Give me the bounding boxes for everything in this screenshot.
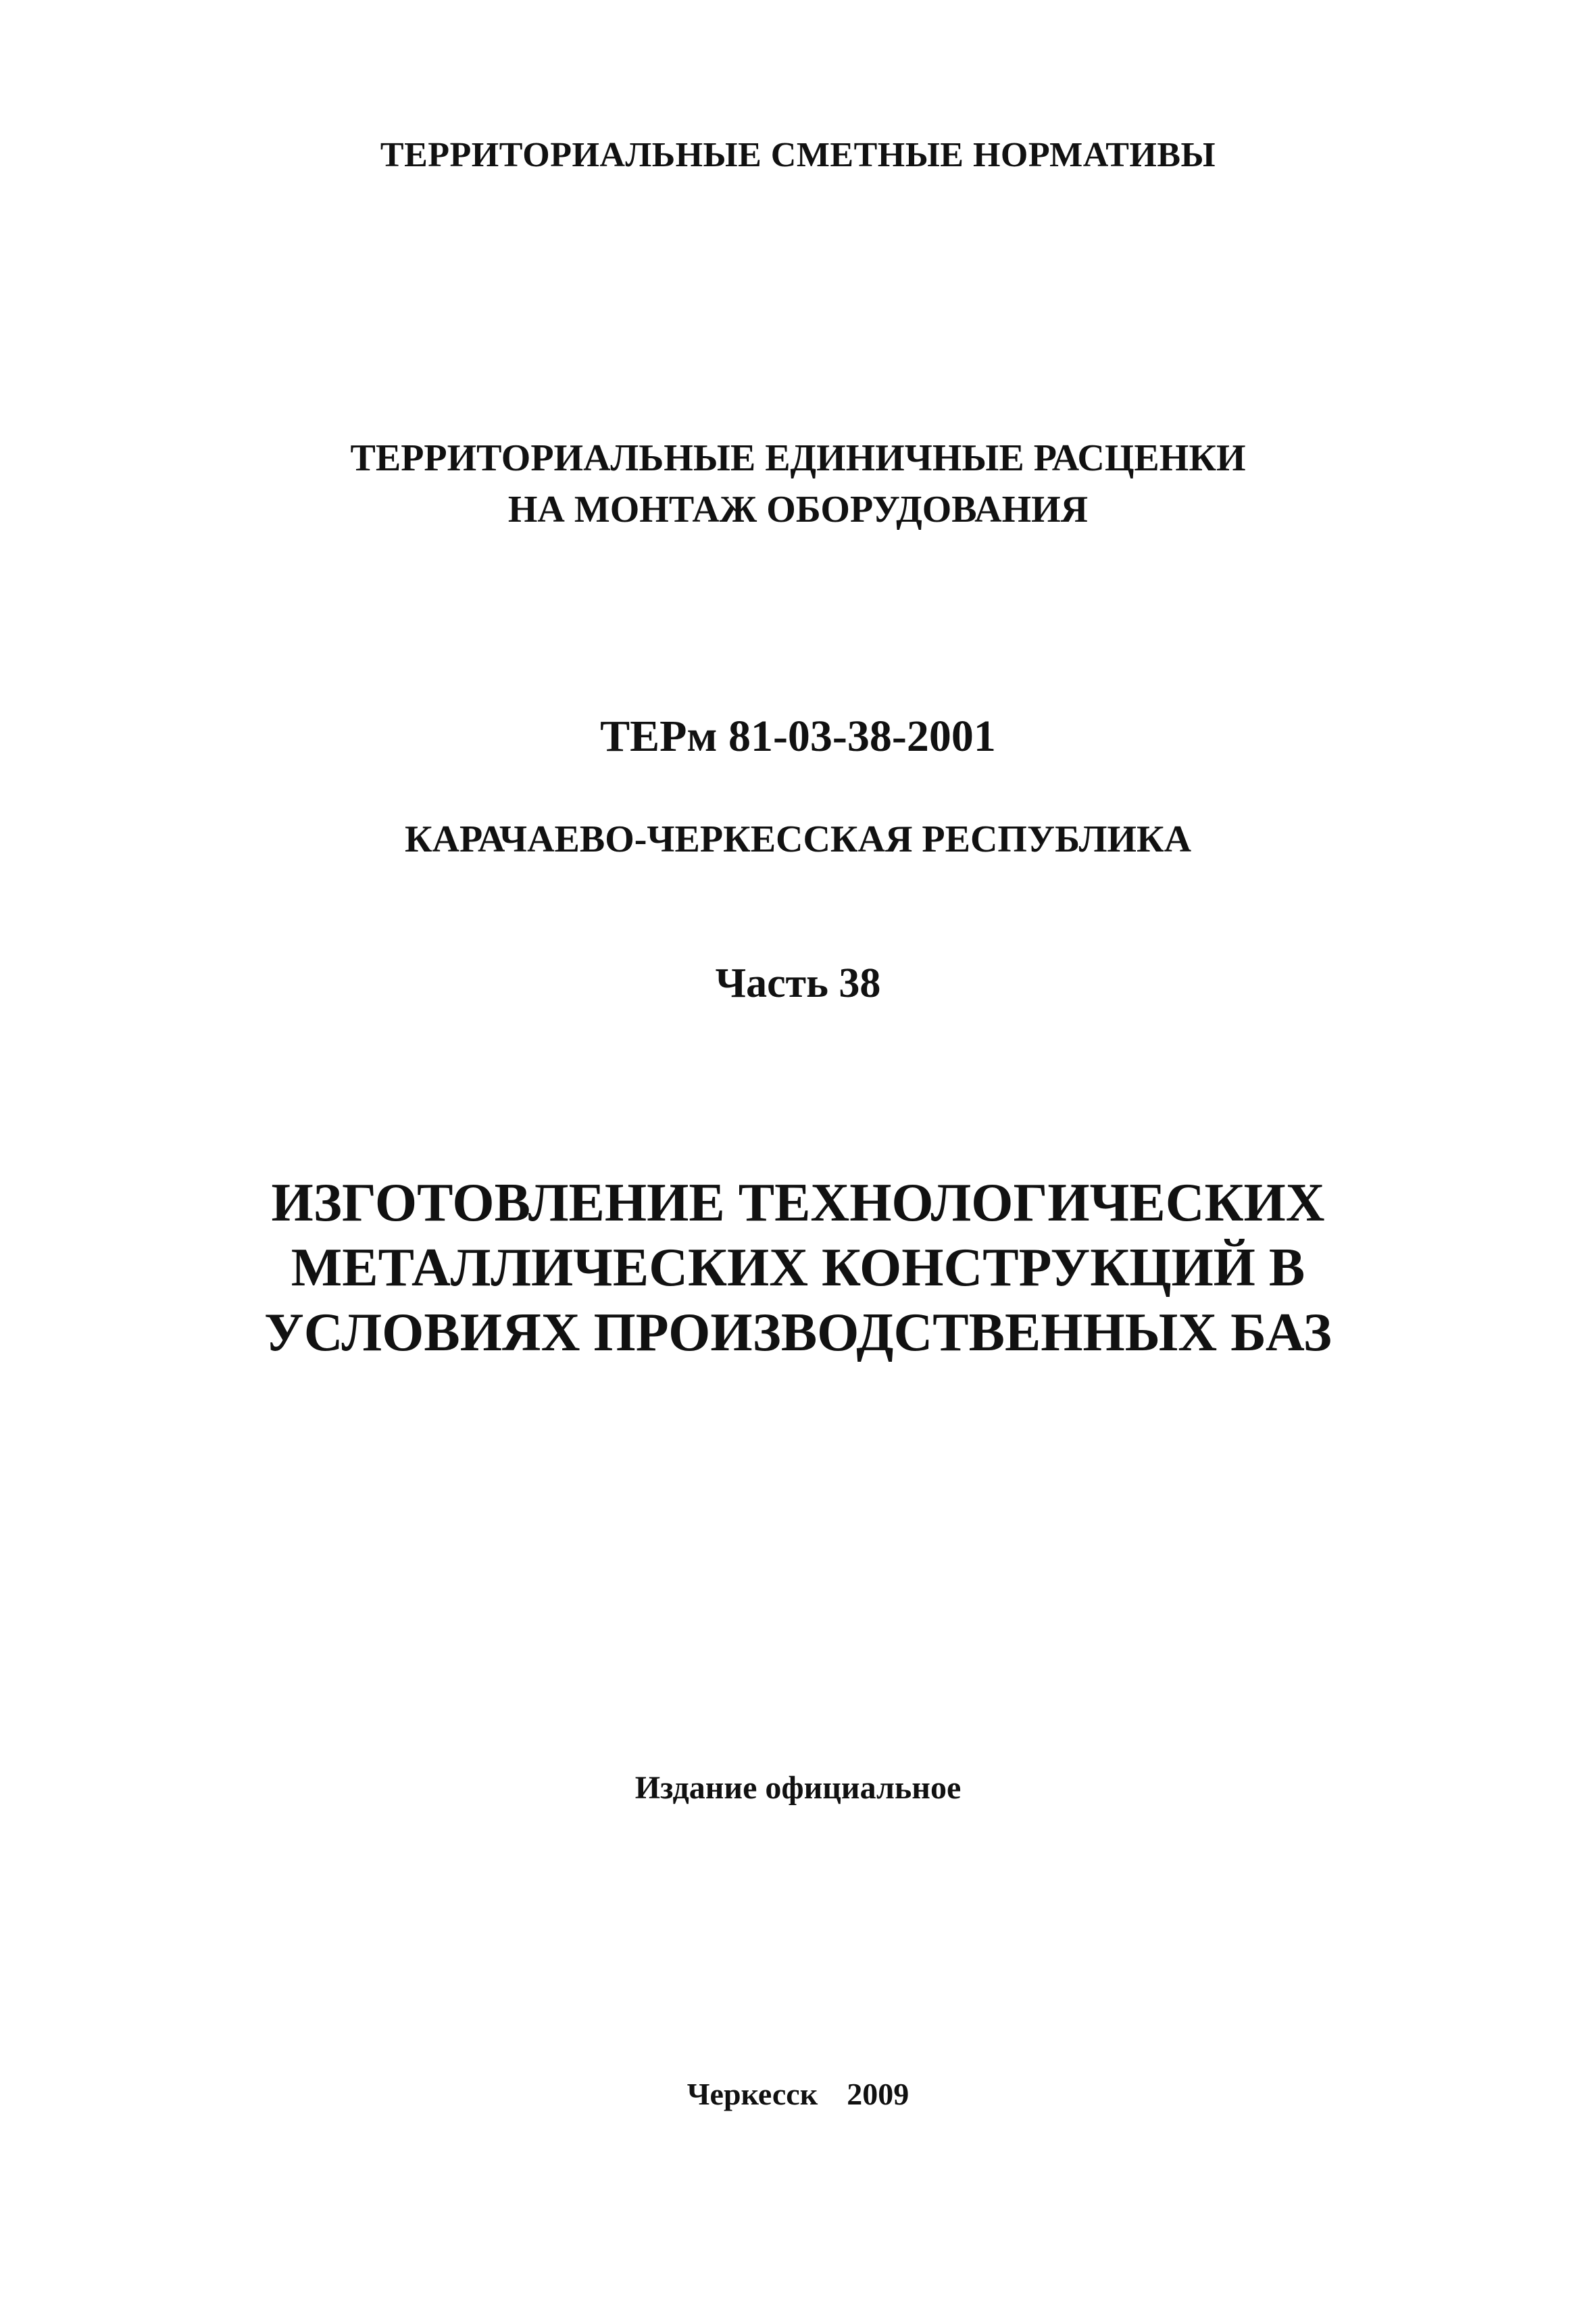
document-title-line-1: ИЗГОТОВЛЕНИЕ ТЕХНОЛОГИЧЕСКИХ	[271, 1173, 1325, 1233]
collection-title-line-2: НА МОНТАЖ ОБОРУДОВАНИЯ	[507, 489, 1089, 531]
document-title-line-3: УСЛОВИЯХ ПРОИЗВОДСТВЕННЫХ БАЗ	[264, 1303, 1332, 1362]
part-number: Часть 38	[715, 960, 881, 1006]
edition-note: Издание официальное	[634, 1770, 962, 1806]
series-heading: ТЕРРИТОРИАЛЬНЫЕ СМЕТНЫЕ НОРМАТИВЫ	[380, 136, 1216, 174]
collection-title-line-1: ТЕРРИТОРИАЛЬНЫЕ ЕДИНИЧНЫЕ РАСЦЕНКИ	[350, 437, 1246, 479]
document-title-line-2: МЕТАЛЛИЧЕСКИХ КОНСТРУКЦИЙ В	[291, 1238, 1305, 1298]
document-title	[0, 1171, 1596, 1365]
document-code: ТЕРм 81-03-38-2001	[600, 712, 996, 761]
region-name: КАРАЧАЕВО-ЧЕРКЕССКАЯ РЕСПУБЛИКА	[404, 818, 1192, 860]
collection-title	[0, 433, 1596, 535]
city-and-year: Черкесск 2009	[687, 2077, 909, 2111]
